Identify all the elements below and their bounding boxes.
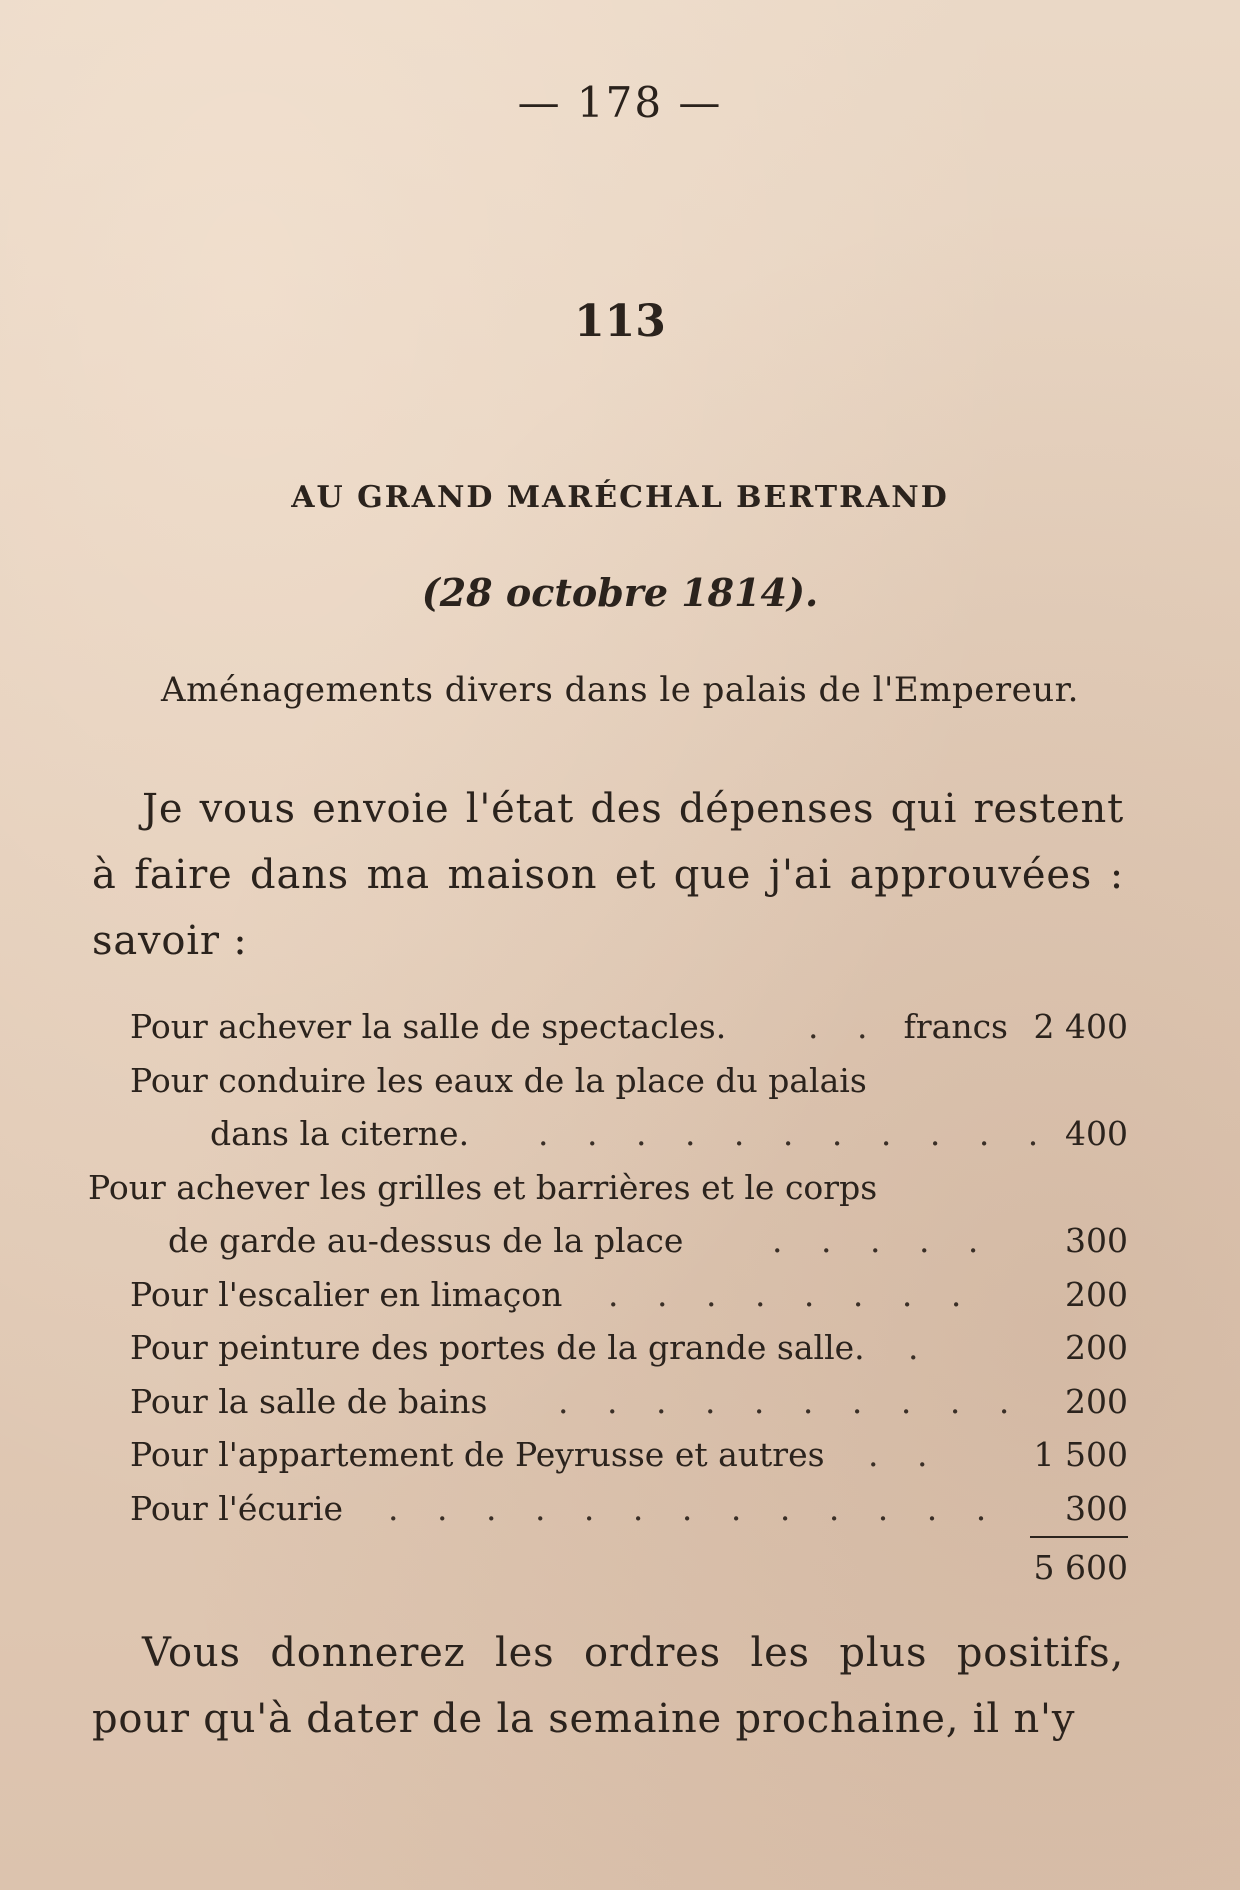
expense-label: Pour la salle de bains: [130, 1381, 488, 1421]
leader-dots: . . . . . . . . . .: [558, 1381, 1024, 1421]
expense-amount: 1 500: [1033, 1435, 1128, 1474]
expense-label: Pour conduire les eaux de la place du palais: [130, 1060, 867, 1100]
expense-amount: 2 400: [1033, 1007, 1128, 1046]
expense-row: [88, 1268, 1128, 1322]
recipient-heading: AU GRAND MARÉCHAL BERTRAND: [291, 480, 949, 515]
leader-dots: . .: [808, 1007, 882, 1046]
expense-label: Pour l'escalier en limaçon: [130, 1274, 563, 1314]
expense-row: [88, 1482, 1128, 1536]
expense-amount: 200: [1065, 1274, 1128, 1314]
expense-row: [88, 1375, 1128, 1429]
intro-paragraph: [92, 776, 1124, 974]
expense-label: Pour achever les grilles et barrières et le corps: [88, 1167, 878, 1207]
page-number: — 178 —: [517, 78, 723, 127]
expense-amount: 300: [1065, 1221, 1128, 1260]
leader-dots: .: [908, 1328, 933, 1367]
leader-dots: . . . . . . . .: [608, 1274, 976, 1314]
closing-text: Vous donnerez les ordres les plus positifs, pour qu'à dater de la semaine prochaine, il n'y: [92, 1630, 1124, 1742]
expense-table: [88, 1000, 1128, 1595]
expense-total-row: [88, 1541, 1128, 1595]
letter-summary: Aménagements divers dans le palais de l'Empereur.: [161, 670, 1079, 710]
currency-label: francs: [903, 1007, 1008, 1046]
expense-amount: 200: [1065, 1381, 1128, 1421]
leader-dots: . . . . . . . . . . .: [538, 1114, 1053, 1153]
expense-label: de garde au-dessus de la place: [168, 1221, 684, 1260]
leader-dots: . . . . .: [772, 1221, 993, 1260]
expense-amount: 200: [1065, 1328, 1128, 1367]
expense-label: Pour l'appartement de Peyrusse et autres: [130, 1435, 825, 1474]
expense-amount: 300: [1065, 1488, 1128, 1528]
total-rule: [1030, 1536, 1128, 1538]
expense-total: 5 600: [1033, 1548, 1128, 1587]
expense-row: [88, 1428, 1128, 1482]
letter-number: 113: [574, 296, 666, 347]
expense-label: Pour achever la salle de spectacles.: [130, 1007, 727, 1046]
leader-dots: . . . . . . . . . . . . .: [388, 1488, 1001, 1528]
intro-text: Je vous envoie l'état des dépenses qui restent à faire dans ma maison et que j'ai approuvées : savoir :: [92, 786, 1124, 964]
expense-label: Pour l'écurie: [130, 1488, 344, 1528]
leader-dots: . .: [868, 1435, 942, 1474]
expense-row-continuation: [88, 1107, 1128, 1161]
expense-row: [88, 1161, 1128, 1215]
letter-date: (28 octobre 1814).: [421, 570, 819, 615]
closing-paragraph: [92, 1620, 1124, 1752]
expense-amount: 400: [1065, 1114, 1128, 1153]
expense-row: [88, 1054, 1128, 1108]
expense-label: Pour peinture des portes de la grande salle.: [130, 1328, 865, 1367]
expense-row: [88, 1000, 1128, 1054]
expense-label: dans la citerne.: [210, 1114, 470, 1153]
expense-row: [88, 1321, 1128, 1375]
expense-row-continuation: [88, 1214, 1128, 1268]
